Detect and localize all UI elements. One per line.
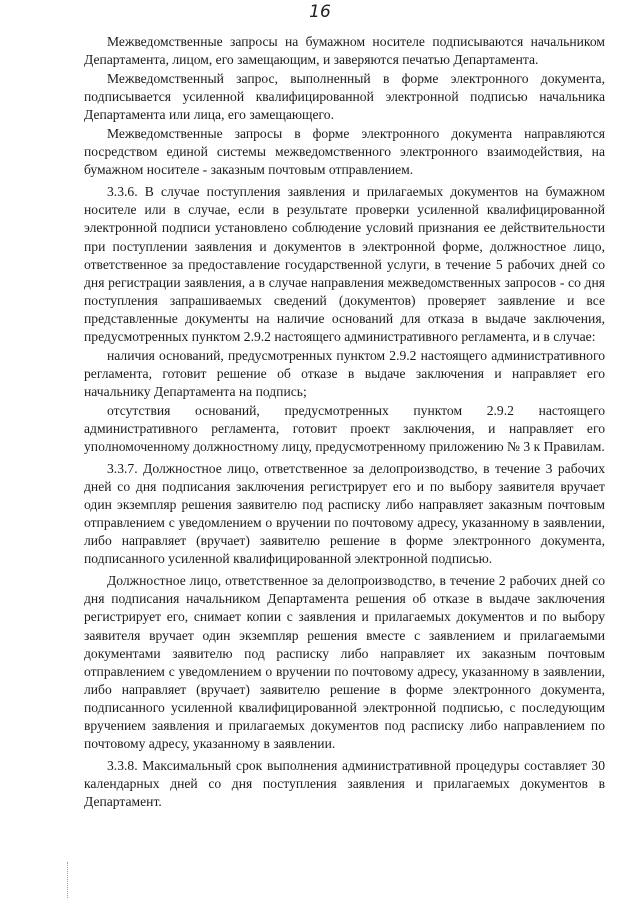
paragraph-paper-requests: Межведомственные запросы на бумажном носителе подписываются начальником Департамента, лицом, его замещающим, и заверяются печатью Департамента. xyxy=(84,34,605,68)
paragraph-electronic-request-signature: Межведомственный запрос, выполненный в форме электронного документа, подписывается усиленной квалифицированной электронной подписью начальника Департамента или лица, его замещающего. xyxy=(84,71,605,123)
paragraph-requests-delivery: Межведомственные запросы в форме электронного документа направляются посредством единой системы межведомственного электронного взаимодействия, на бумажном носителе - заказным почтовым отправлением. xyxy=(84,126,605,178)
paragraph-refusal-registration: Должностное лицо, ответственное за делопроизводство, в течение 2 рабочих дней со дня подписания начальником Департамента решения об отказе в выдаче заключения регистрирует его, снимает копии с заявления и прилагаемых документов и по выбору заявителя вручает один экземпляр решения вместе с заявлением и прилагаемыми документами заявителю под расписку либо направляет их заказным почтовым отправлением с уведомлением о вручении по почтовому адресу, указанному в заявлении, либо направляет (вручает) заявителю решение в форме электронного документа, подписанного усиленной квалифицированной электронной подписью, с последующим вручением заявления и прилагаемых документов под расписку либо направлением по почтовому адресу, указанному в заявлении. xyxy=(84,573,605,751)
paragraph-3-3-7: 3.3.7. Должностное лицо, ответственное за делопроизводство, в течение 3 рабочих дней со дня подписания заключения регистрирует его и по выбору заявителя вручает один экземпляр решения заявителю под расписку либо направляет заказным почтовым отправлением с уведомлением о вручении по почтовому адресу, указанному в заявлении, либо направляет (вручает) заявителю решение в форме электронного документа, подписанного усиленной квалифицированной электронной подписью. xyxy=(84,461,605,567)
binding-margin-mark xyxy=(67,862,69,898)
paragraph-grounds-absent: отсутствия оснований, предусмотренных пунктом 2.9.2 настоящего административного регламента, готовит проект заключения, и направляет его уполномоченному должностному лицу, предусмотренному приложению № 3 к Правилам. xyxy=(84,402,605,455)
paragraph-3-3-6: 3.3.6. В случае поступления заявления и прилагаемых документов на бумажном носителе или в случае, если в результате проверки усиленной квалифицированной электронной подписи установлено соблюдение условий признания ее действительности при поступлении заявления и документов в электронной форме, должностное лицо, ответственное за предоставление государственной услуги, в течение 5 рабочих дней со дня регистрации заявления, а в случае направления межведомственных запросов - со дня поступления запрашиваемых сведений (документов) проверяет заявление и все представленные документы на наличие оснований для отказа в выдаче заключения, предусмотренных пунктом 2.9.2 настоящего административного регламента, и в случае: xyxy=(84,184,605,344)
paragraph-3-3-8: 3.3.8. Максимальный срок выполнения административной процедуры составляет 30 календарных дней со дня поступления заявления и прилагаемых документов в Департамент. xyxy=(84,757,605,809)
page-number: 16 xyxy=(309,2,331,22)
document-body xyxy=(84,33,605,815)
paragraph-grounds-present: наличия оснований, предусмотренных пунктом 2.9.2 настоящего административного регламента, готовит решение об отказе в выдаче заключения и направляет его начальнику Департамента на подпись; xyxy=(84,347,605,399)
